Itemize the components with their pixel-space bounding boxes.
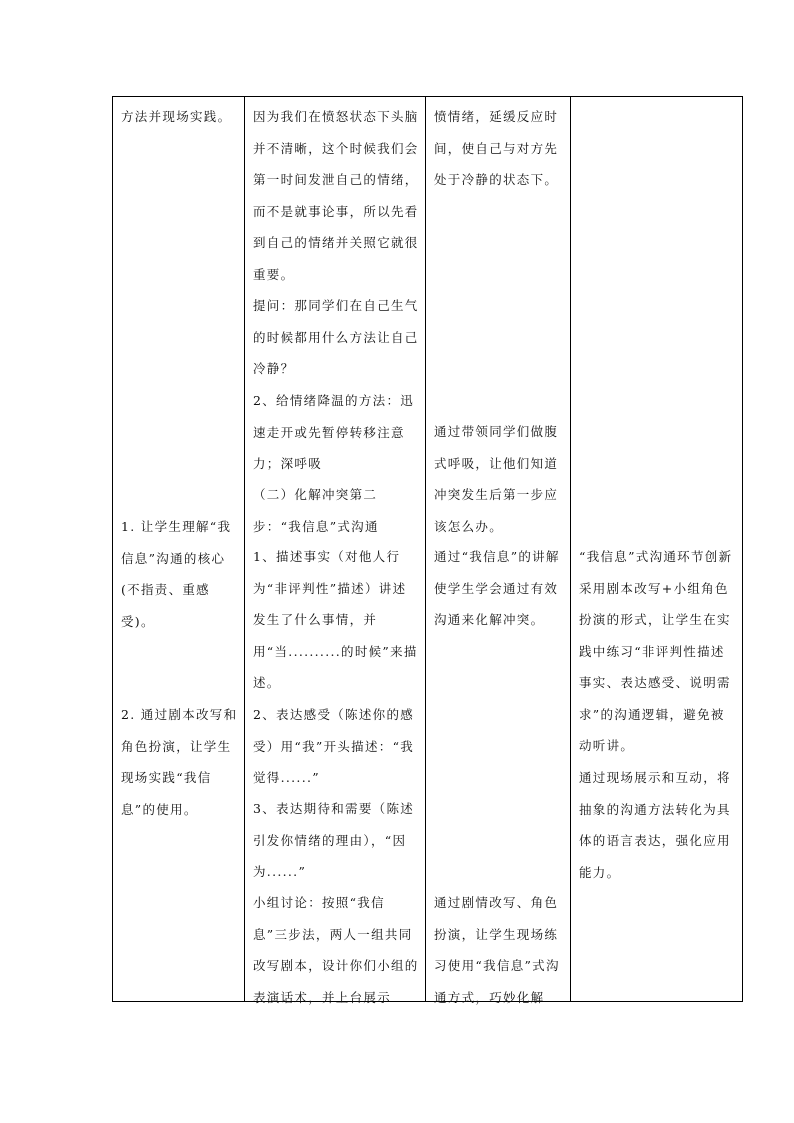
design-note-text-1: “我信息”式沟通环节创新采用剧本改写+小组角色扮演的形式，让学生在实践中练习“非评判性描述事实、表达感受、说明需求”的沟通逻辑，避免被动听讲。	[579, 549, 733, 753]
design-note-cell	[571, 97, 743, 1002]
intent-text-3: 通过“我信息”的讲解使学生学会通过有效沟通来化解冲突。	[434, 549, 560, 627]
activity-text-1: 因为我们在愤怒状态下头脑并不清晰，这个时候我们会第一时间发泄自己的情绪，而不是就事论事，所以先看到自己的情绪并关照它就很重要。	[253, 109, 419, 282]
intent-cell	[426, 97, 571, 1005]
activity-text-3: 2、给情绪降温的方法：迅速走开或先暂停转移注意力；深呼吸	[253, 393, 415, 471]
activity-text-4: （二）化解冲突第二步：“我信息”式沟通	[253, 487, 379, 534]
activity-text-6: 2、表达感受（陈述你的感受）用“我”开头描述：“我觉得......”	[253, 707, 415, 785]
activity-text-7: 3、表达期待和需要（陈述引发你情绪的理由），“因为......”	[253, 801, 415, 879]
design-note-text-2: 通过现场展示和互动，将抽象的沟通方法转化为具体的语言表达，强化应用能力。	[579, 770, 731, 880]
table-row	[113, 97, 743, 1002]
objective-text-1: 方法并现场实践。	[121, 109, 232, 124]
activity-text-8: 小组讨论：按照“我信息”三步法，两人一组共同改写剧本，设计你们小组的表演话术，并上台展示	[253, 895, 419, 1005]
activity-text-5: 1、描述事实（对他人行为“非评判性”描述）讲述发生了什么事情，并用“当..........的时候”来描述。	[253, 549, 418, 690]
intent-text-2: 通过带领同学们做腹式呼吸，让他们知道冲突发生后第一步应该怎么办。	[434, 424, 559, 534]
objective-cell	[113, 97, 245, 1002]
activity-cell	[245, 97, 426, 1005]
intent-text-1: 愤情绪，延缓反应时间，使自己与对方先处于冷静的状态下。	[434, 109, 559, 187]
objective-text-2: 1. 让学生理解“我信息”沟通的核心(不指责、重感受)。	[121, 519, 232, 629]
activity-text-2: 提问：那同学们在自己生气的时候都用什么方法让自己冷静？	[253, 298, 419, 376]
intent-text-4: 通过剧情改写、角色扮演，让学生现场练习使用“我信息”式沟通方式，巧妙化解	[434, 895, 560, 1005]
objective-text-3: 2. 通过剧本改写和角色扮演，让学生现场实践“我信息”的使用。	[121, 707, 238, 817]
lesson-plan-table	[112, 96, 743, 1005]
